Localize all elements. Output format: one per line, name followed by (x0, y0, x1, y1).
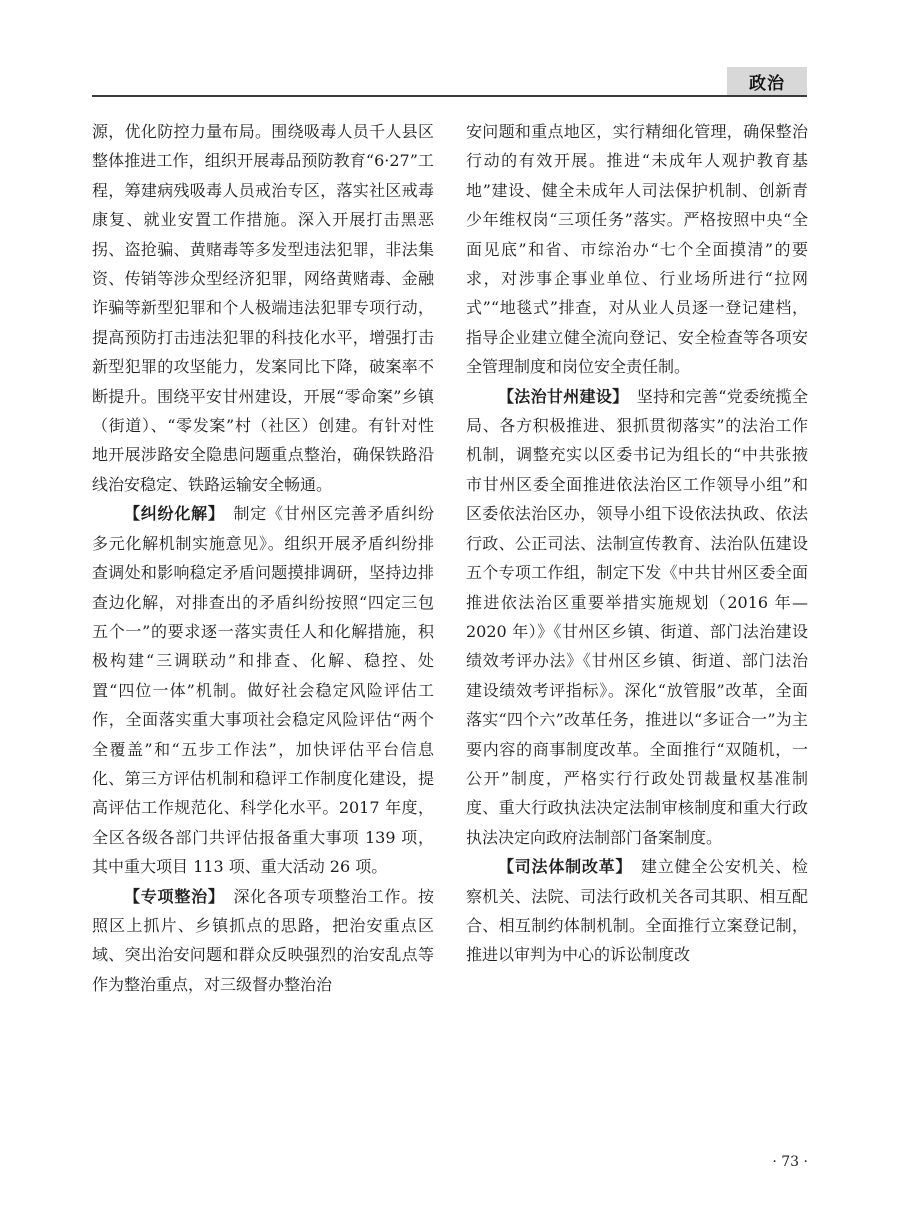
paragraph-judicial-reform (466, 852, 808, 970)
paragraph-text: 制定《甘州区完善矛盾纠纷多元化解机制实施意见》。组织开展矛盾纠纷排查调处和影响稳定矛盾问题摸排调研，坚持边排查边化解，对排查出的矛盾纠纷按照“四定三包五个一”的要求逐一落实责任人和化解措施，积极构建“三调联动”和排查、化解、稳控、处置“四位一体”机制。做好社会稳定风险评估工作，全面落实重大事项社会稳定风险评估“两个全覆盖”和“五步工作法”，加快评估平台信息化、第三方评估机制和稳评工作制度化建设，提高评估工作规范化、科学化水平。2017 年度，全区各级各部门共评估报备重大事项 139 项，其中重大项目 113 项、重大活动 26 项。 (92, 504, 434, 877)
paragraph-dispute-resolution (92, 499, 434, 881)
page-number: · 73 · (772, 1154, 808, 1170)
section-heading: 【司法体制改革】 (498, 857, 625, 877)
paragraph-text: 坚持和完善“党委统揽全局、各方积极推进、狠抓贯彻落实”的法治工作机制，调整充实以区委书记为组长的“中共张掖市甘州区委全面推进依法治区工作领导小组”和区委依法治区办，领导小组下设依法执政、依法行政、公正司法、法制宣传教育、法治队伍建设五个专项工作组，制定下发《中共甘州区委全面推进依法治区重要举措实施规划（2016 年—2020 年）》《甘州区乡镇、街道、部门法治建设绩效考评办法》《甘州区乡镇、街道、部门法治建设绩效考评指标》。深化“放管服”改革，全面落实“四个六”改革任务，推进以“多证合一”为主要内容的商事制度改革。全面推行“双随机，一公开”制度，严格实行行政处罚裁量权基准制度、重大行政执法决定法制审核制度和重大行政执法决定向政府法制部门备案制度。 (466, 386, 808, 847)
section-label: 政治 (727, 67, 807, 95)
section-heading: 【专项整治】 (124, 886, 217, 906)
paragraph-special-rectification (92, 882, 434, 1000)
paragraph-text: 建立健全公安机关、检察机关、法院、司法行政机关各司其职、相互配合、相互制约体制机制。全面推行立案登记制，推进以审判为中心的诉讼制度改 (466, 857, 808, 965)
right-column (466, 117, 808, 970)
header-rule (92, 95, 807, 97)
section-heading: 【法治甘州建设】 (498, 386, 621, 406)
paragraph-text: 源，优化防控力量布局。围绕吸毒人员千人县区整体推进工作，组织开展毒品预防教育“6·27”工程，筹建病残吸毒人员戒治专区，落实社区戒毒康复、就业安置工作措施。深入开展打击黑恶拐、盗抢骗、黄赌毒等多发型违法犯罪，非法集资、传销等涉众型经济犯罪，网络黄赌毒、金融诈骗等新型犯罪和个人极端违法犯罪专项行动，提高预防打击违法犯罪的科技化水平，增强打击新型犯罪的攻坚能力，发案同比下降，破案率不断提升。围绕平安甘州建设，开展“零命案”乡镇（街道）、“零发案”村（社区）创建。有针对性地开展涉路安全隐患问题重点整治，确保铁路沿线治安稳定、铁路运输安全畅通。 (92, 122, 434, 494)
paragraph-text: 深化各项专项整治工作。按照区上抓片、乡镇抓点的思路，把治安重点区域、突出治安问题和群众反映强烈的治安乱点等作为整治重点，对三级督办整治治 (92, 886, 434, 994)
section-heading: 【纠纷化解】 (124, 504, 217, 524)
left-column (92, 117, 434, 999)
paragraph-rule-of-law (466, 382, 808, 853)
paragraph-continued (92, 117, 434, 499)
paragraph-text: 安问题和重点地区，实行精细化管理，确保整治行动的有效开展。推进“未成年人观护教育基地”建设、健全未成年人司法保护机制、创新青少年维权岗“三项任务”落实。严格按照中央“全面见底”和省、市综治办“七个全面摸清”的要求，对涉事企事业单位、行业场所进行“拉网式”“地毯式”排查，对从业人员逐一登记建档，指导企业建立健全流向登记、安全检查等各项安全管理制度和岗位安全责任制。 (466, 122, 808, 377)
paragraph-continued (466, 117, 808, 382)
